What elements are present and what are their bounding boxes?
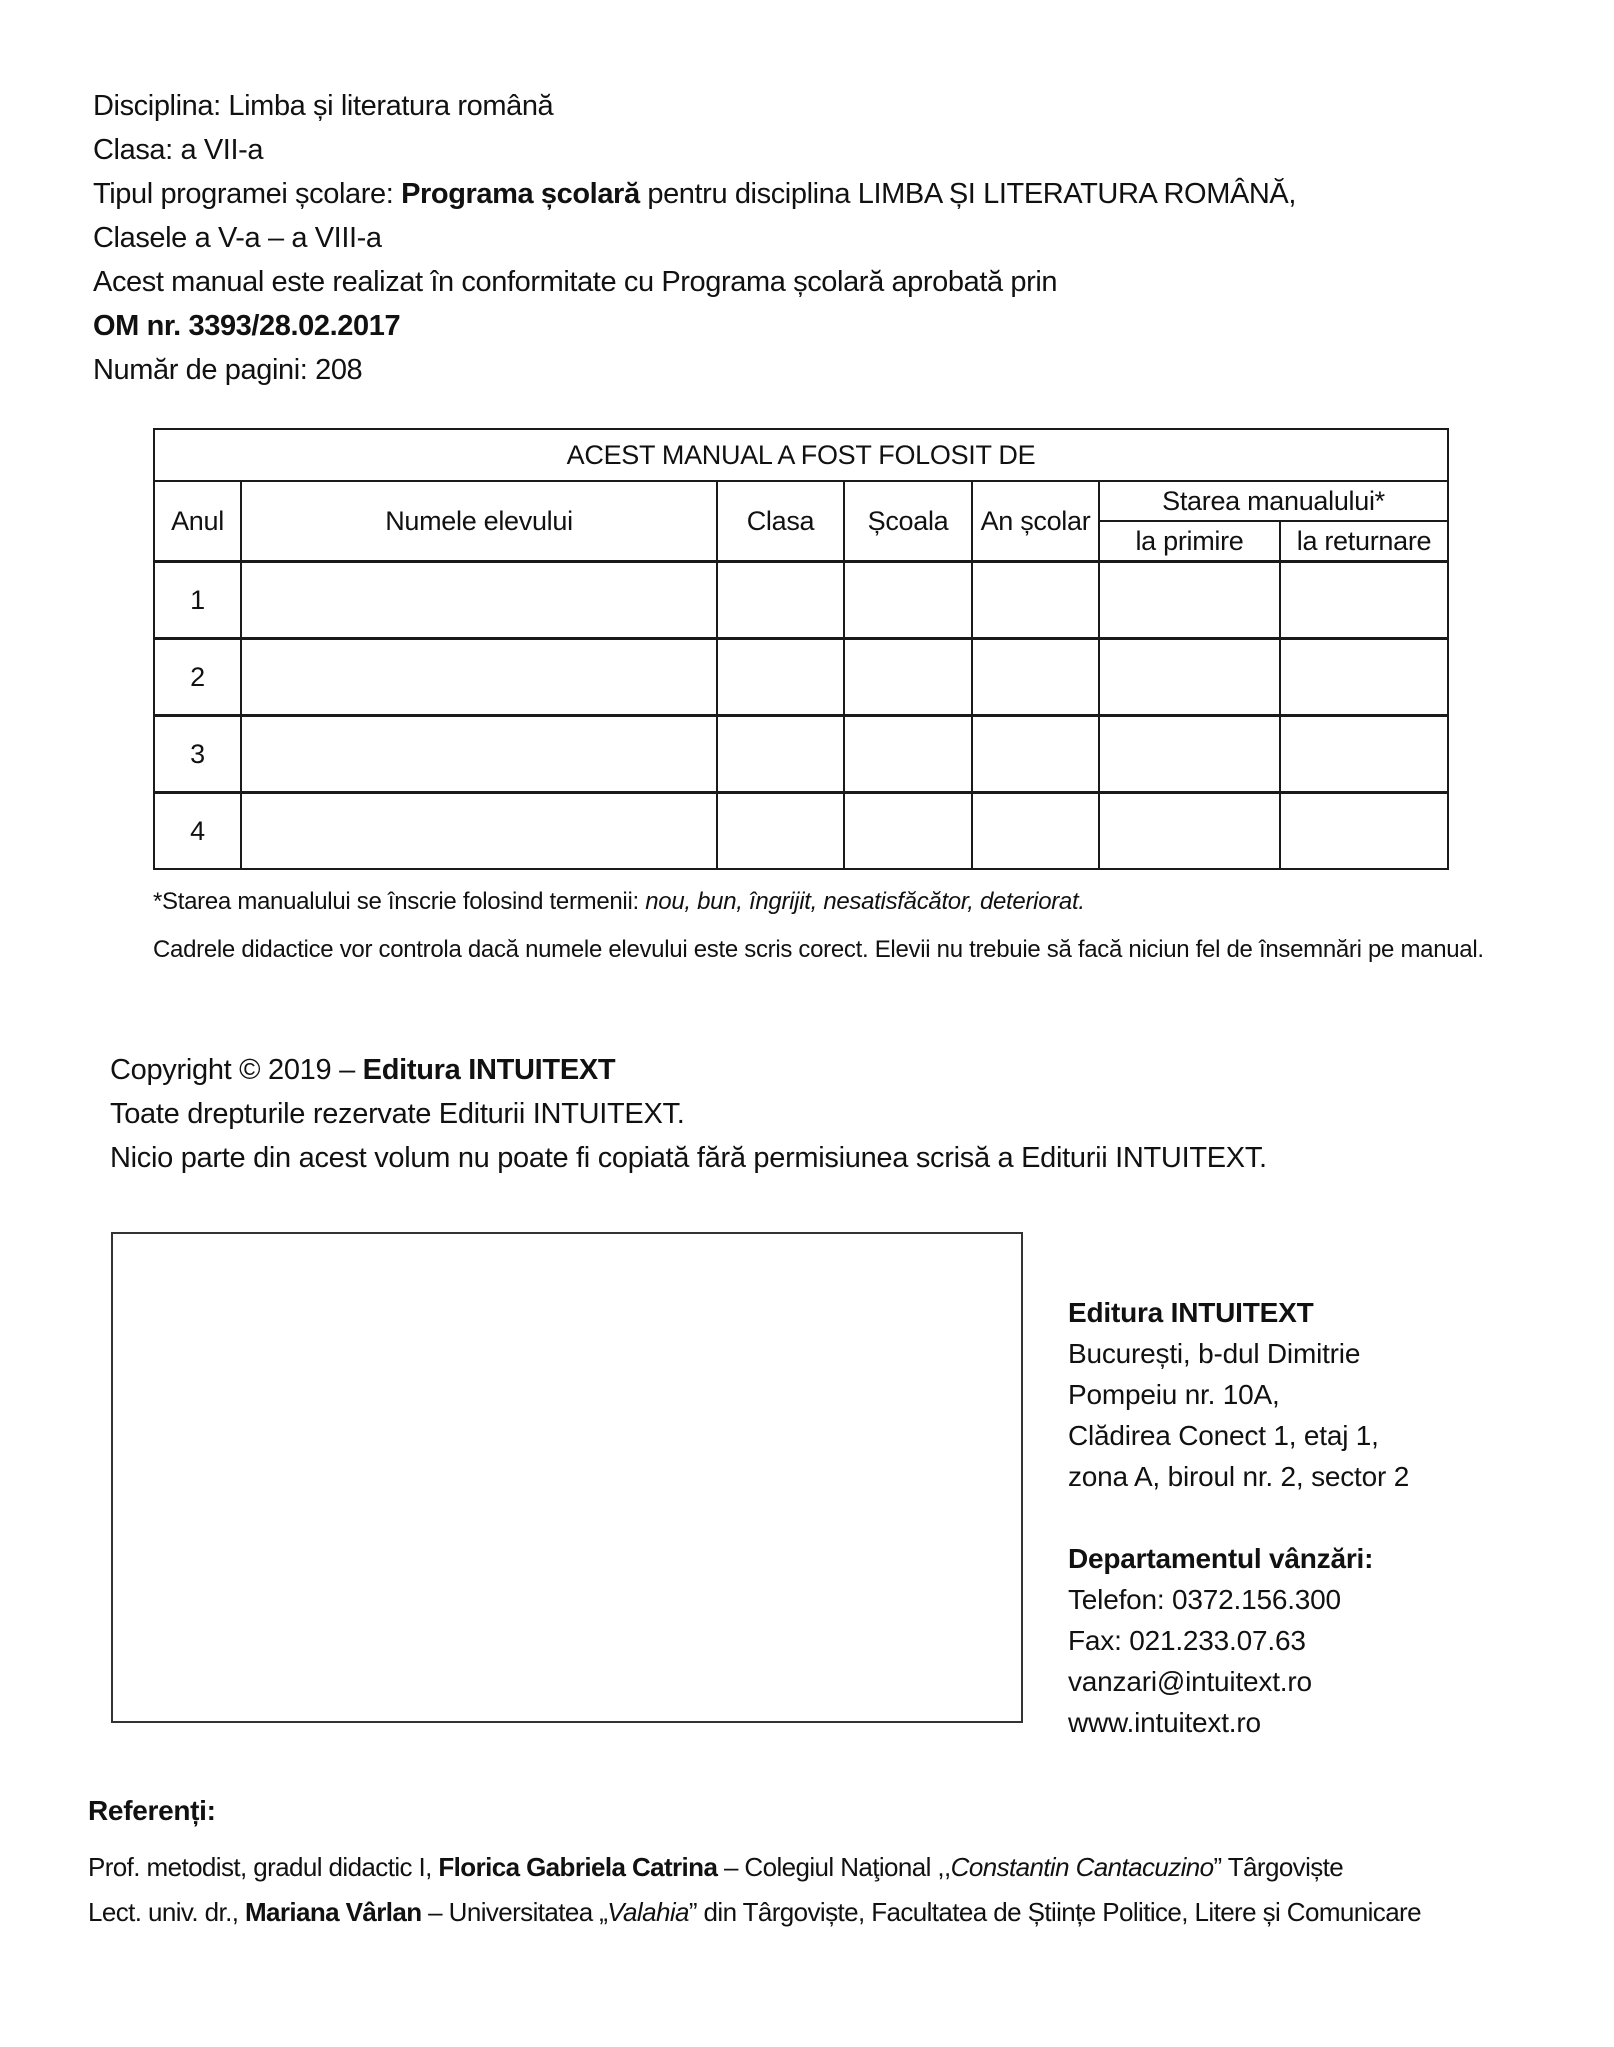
rights-line: Toate drepturile rezervate Editurii INTUITEXT.	[110, 1098, 685, 1130]
program-type-line	[93, 172, 1296, 216]
empty-cell	[717, 716, 844, 793]
publisher-name: Editura INTUITEXT	[1068, 1297, 1314, 1328]
discipline-line: Disciplina: Limba și literatura română	[93, 90, 554, 122]
empty-cell	[972, 716, 1099, 793]
order-number-line: OM nr. 3393/28.02.2017	[93, 310, 401, 342]
col-header-anul: Anul	[154, 481, 241, 562]
empty-cell	[241, 716, 717, 793]
copyright-prefix: Copyright © 2019 –	[110, 1054, 363, 1086]
book-info-block	[93, 84, 1296, 392]
copyright-block	[110, 1048, 1267, 1180]
email-line: vanzari@intuitext.ro	[1068, 1666, 1312, 1697]
program-type-prefix: Tipul programei școlare:	[93, 178, 402, 210]
copyright-line	[110, 1048, 1267, 1092]
class-line: Clasa: a VII-a	[93, 134, 264, 166]
col-header-la-primire: la primire	[1099, 521, 1280, 562]
classes-range-line: Clasele a V-a – a VIII-a	[93, 222, 382, 254]
sales-dept-title: Departamentul vânzări:	[1068, 1543, 1374, 1574]
empty-cell	[972, 639, 1099, 716]
empty-cell	[844, 639, 972, 716]
empty-cell	[844, 562, 972, 639]
col-header-la-returnare: la returnare	[1280, 521, 1448, 562]
empty-cell	[1099, 639, 1280, 716]
table-row	[154, 562, 1448, 639]
address-line: Clădirea Conect 1, etaj 1,	[1068, 1420, 1379, 1451]
address-line: zona A, biroul nr. 2, sector 2	[1068, 1461, 1410, 1492]
table-row	[154, 716, 1448, 793]
col-header-clasa: Clasa	[717, 481, 844, 562]
empty-cell	[717, 562, 844, 639]
col-header-scoala: Școala	[844, 481, 972, 562]
row-number: 3	[154, 716, 241, 793]
empty-cell	[241, 639, 717, 716]
address-line: Pompeiu nr. 10A,	[1068, 1379, 1280, 1410]
empty-cell	[844, 793, 972, 870]
table-title-row	[154, 429, 1448, 481]
table-header-row	[154, 481, 1448, 521]
empty-cell	[241, 793, 717, 870]
empty-cell	[972, 793, 1099, 870]
table-footnote	[153, 888, 1085, 916]
permission-line: Nicio parte din acest volum nu poate fi copiată fără permisiunea scrisă a Editurii INTUITEXT.	[110, 1142, 1267, 1174]
empty-cell	[717, 793, 844, 870]
referent-line: Prof. metodist, gradul didactic I, Florica Gabriela Catrina – Colegiul Naţional ,,Constantin Cantacuzino” Târgoviște	[88, 1852, 1344, 1882]
publisher-logo-box	[111, 1232, 1023, 1723]
empty-cell	[1280, 793, 1448, 870]
footnote-prefix: *Starea manualului se înscrie folosind termenii:	[153, 888, 646, 915]
col-header-an-scolar: An școlar	[972, 481, 1099, 562]
copyright-publisher: Editura INTUITEXT	[362, 1054, 616, 1086]
referent-name: Florica Gabriela Catrina	[438, 1852, 718, 1882]
website-line: www.intuitext.ro	[1068, 1707, 1261, 1738]
row-number: 1	[154, 562, 241, 639]
col-header-starea: Starea manualului*	[1099, 481, 1448, 521]
table-row	[154, 793, 1448, 870]
manual-usage-table	[153, 428, 1449, 870]
program-type-bold: Programa școlară	[401, 178, 640, 210]
row-number: 4	[154, 793, 241, 870]
phone-line: Telefon: 0372.156.300	[1068, 1584, 1341, 1615]
fax-line: Fax: 021.233.07.63	[1068, 1625, 1306, 1656]
empty-cell	[1099, 716, 1280, 793]
footnote-terms: nou, bun, îngrijit, nesatisfăcător, deteriorat.	[645, 888, 1085, 915]
publisher-contact-block	[1068, 1292, 1409, 1743]
page-count-line: Număr de pagini: 208	[93, 354, 363, 386]
institution-name: Constantin Cantacuzino	[950, 1852, 1214, 1882]
empty-cell	[844, 716, 972, 793]
row-number: 2	[154, 639, 241, 716]
referent-line: Lect. univ. dr., Mariana Vârlan – Universitatea „Valahia” din Târgoviște, Facultatea de Științe Politice, Litere și Comunicare	[88, 1897, 1421, 1927]
col-header-numele: Numele elevului	[241, 481, 717, 562]
address-line: București, b-dul Dimitrie	[1068, 1338, 1361, 1369]
referents-title: Referenți:	[88, 1795, 216, 1826]
table-title: ACEST MANUAL A FOST FOLOSIT DE	[154, 429, 1448, 481]
empty-cell	[1280, 639, 1448, 716]
program-type-suffix: pentru disciplina LIMBA ȘI LITERATURA ROMÂNĂ,	[639, 178, 1297, 210]
empty-cell	[1099, 793, 1280, 870]
empty-cell	[1280, 562, 1448, 639]
empty-cell	[241, 562, 717, 639]
table-row	[154, 639, 1448, 716]
institution-name: Valahia	[607, 1897, 689, 1927]
empty-cell	[1099, 562, 1280, 639]
referent-name: Mariana Vârlan	[244, 1897, 422, 1927]
teacher-note: Cadrele didactice vor controla dacă numele elevului este scris corect. Elevii nu trebuie să facă niciun fel de însemnări pe manual.	[153, 936, 1484, 963]
empty-cell	[972, 562, 1099, 639]
referents-list	[88, 1845, 1421, 1935]
empty-cell	[1280, 716, 1448, 793]
empty-cell	[717, 639, 844, 716]
spacer	[1068, 1497, 1409, 1538]
conformity-line: Acest manual este realizat în conformitate cu Programa școlară aprobată prin	[93, 266, 1058, 298]
